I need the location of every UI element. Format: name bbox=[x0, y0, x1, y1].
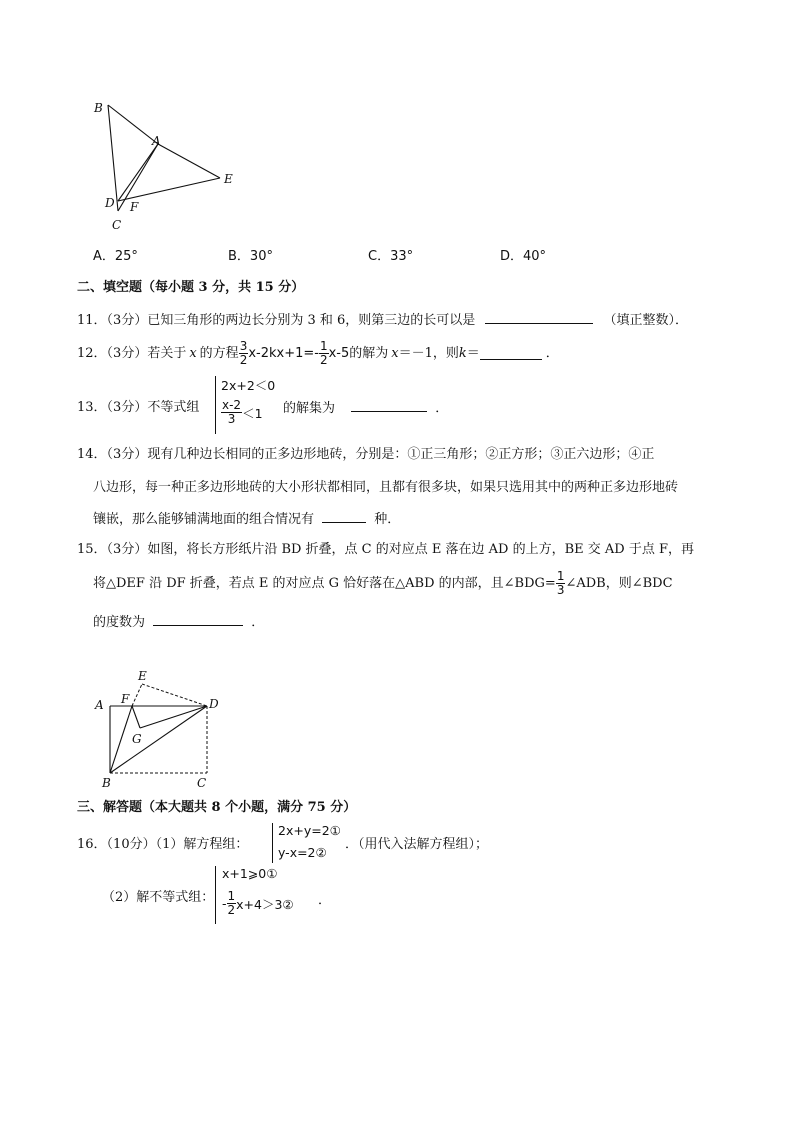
point-label-a: A bbox=[152, 134, 161, 148]
q12-sol-val: ＝－1，则 bbox=[398, 345, 459, 361]
point-label-f: F bbox=[121, 692, 130, 706]
q15-line-2a: 将△DEF 沿 DF 折叠，若点 E 的对应点 G 恰好落在△ABD 的内部，且∠BDG= bbox=[93, 575, 556, 591]
point-label-d: D bbox=[209, 697, 219, 711]
q12-fraction-2: $\frac{1}{2}$ bbox=[319, 338, 328, 367]
q16-part2-suffix: ． bbox=[318, 893, 332, 908]
q12-fraction-1: $\frac{3}{2}$ bbox=[239, 338, 248, 367]
q12-eq: ＝ bbox=[466, 345, 480, 361]
q12-expr-1: x-2kx+1=- bbox=[248, 345, 319, 361]
q14-line-2: 八边形，每一种正多边形地砖的大小形状都相同，且都有很多块，如果只选用其中的两种正多边形地砖 bbox=[93, 480, 679, 495]
q16-sys1-line-2: y-x=2② bbox=[278, 845, 327, 860]
q16-part1-prefix: 16．（10分）（1）解方程组： bbox=[77, 837, 249, 852]
q16-sys2-fraction: $\frac{1}{2}$ bbox=[227, 889, 236, 917]
q12-expr-2: x-5 bbox=[328, 345, 350, 361]
q12-prefix: 12．（3分）若关于 bbox=[77, 345, 187, 361]
q13-answer-blank[interactable] bbox=[351, 399, 427, 412]
q14-line-3-end: 种． bbox=[374, 512, 401, 527]
q15-fraction: $\frac{1}{3}$ bbox=[556, 568, 565, 597]
q16-sys2-brace bbox=[215, 866, 216, 924]
triangle-figure-1 bbox=[88, 95, 248, 235]
q15-line-3-end: ． bbox=[251, 615, 265, 630]
q16-part1-suffix: ．（用代入法解方程组）； bbox=[345, 837, 489, 852]
q12-sol-var: x bbox=[391, 345, 399, 361]
q11-answer-blank[interactable] bbox=[485, 311, 593, 324]
point-label-b: B bbox=[94, 101, 103, 115]
point-label-e: E bbox=[224, 172, 233, 186]
point-label-g: G bbox=[132, 732, 142, 746]
point-label-b: B bbox=[102, 776, 111, 790]
rectangle-fold-figure bbox=[90, 665, 230, 790]
question-11 bbox=[77, 311, 688, 329]
question-12 bbox=[77, 336, 559, 370]
q10-option-d: D．40° bbox=[500, 249, 547, 264]
q12-var: x bbox=[189, 345, 197, 361]
q13-brace bbox=[215, 376, 216, 434]
q16-sys2-line-2-tail: x+4＞3② bbox=[236, 896, 294, 912]
q13-prefix: 13．（3分）不等式组 bbox=[77, 400, 200, 415]
q13-suffix: 的解集为 bbox=[283, 401, 336, 416]
q16-sys1-line-1: 2x+y=2① bbox=[278, 823, 341, 838]
section-3-heading: 三、解答题（本大题共 8 个小题，满分 75 分） bbox=[77, 800, 357, 815]
point-label-f: F bbox=[130, 200, 139, 214]
section-2-heading: 二、填空题（每小题 3 分，共 15 分） bbox=[77, 280, 305, 295]
q12-k: k bbox=[458, 345, 467, 361]
q12-mid: 的方程 bbox=[199, 345, 239, 361]
q14-line-3 bbox=[93, 510, 400, 528]
q15-line-2b: ∠ADB，则∠BDC bbox=[565, 575, 673, 591]
q13-line-2 bbox=[221, 399, 263, 426]
point-label-c: C bbox=[112, 218, 122, 232]
q15-line-1: 15．（3分）如图，将长方形纸片沿 BD 折叠，点 C 的对应点 E 落在边 AD 的上方，BE 交 AD 于点 F，再 bbox=[77, 542, 694, 557]
q14-line-1: 14．（3分）现有几种边长相同的正多边形地砖，分别是：①正三角形；②正方形；③正六边形；④正 bbox=[77, 447, 655, 462]
q14-answer-blank[interactable] bbox=[322, 510, 366, 523]
q10-option-b: B．30° bbox=[228, 249, 273, 264]
q13-line-2-tail: ＜1 bbox=[242, 405, 263, 421]
question-13-tail bbox=[283, 399, 448, 417]
point-label-c: C bbox=[197, 776, 207, 790]
q11-text: 11．（3分）已知三角形的两边长分别为 3 和 6，则第三边的长可以是 bbox=[77, 313, 476, 328]
q12-sol-text: 的解为 bbox=[349, 345, 389, 361]
q15-line-2 bbox=[93, 566, 673, 600]
point-label-e: E bbox=[138, 669, 147, 683]
q13-line-1: 2x+2＜0 bbox=[221, 378, 276, 393]
point-label-d: D bbox=[105, 196, 115, 210]
q11-tail: （填正整数）． bbox=[603, 313, 689, 328]
point-label-a: A bbox=[95, 698, 104, 712]
q16-sys2-line-1: x+1⩾0① bbox=[222, 866, 278, 881]
q13-fraction: $\frac{x-2}{3}$ bbox=[222, 398, 242, 426]
q13-end: ． bbox=[435, 401, 449, 416]
q12-end: ． bbox=[545, 345, 559, 361]
q14-line-3-text: 镶嵌，那么能够铺满地面的组合情况有 bbox=[93, 512, 315, 527]
q10-option-c: C．33° bbox=[368, 249, 414, 264]
q15-line-3 bbox=[93, 613, 264, 631]
q10-option-a: A．25° bbox=[93, 249, 138, 264]
q16-sys2-line-2 bbox=[222, 890, 294, 917]
q15-line-3-text: 的度数为 bbox=[93, 615, 146, 630]
q16-part2-prefix: （2）解不等式组： bbox=[102, 890, 215, 905]
q16-sys2-minus: - bbox=[222, 896, 227, 911]
q15-answer-blank[interactable] bbox=[153, 613, 243, 626]
q16-sys1-brace bbox=[272, 823, 273, 863]
q12-answer-blank[interactable] bbox=[480, 347, 542, 360]
